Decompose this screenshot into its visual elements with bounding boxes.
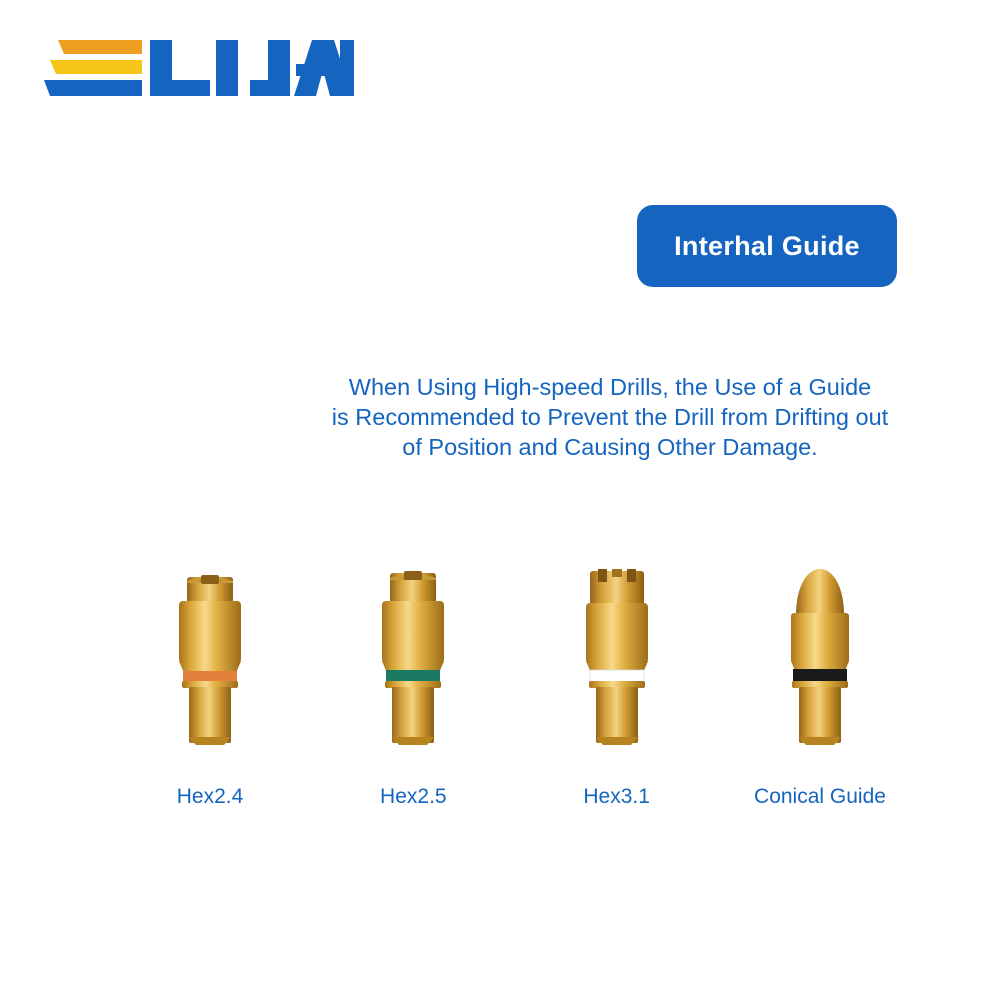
elijah-logo-icon <box>44 34 354 104</box>
list-item <box>323 565 503 809</box>
product-label: Hex2.5 <box>380 785 447 808</box>
badge-label: Interhal Guide <box>674 230 860 261</box>
list-item <box>527 565 707 809</box>
product-label: Hex3.1 <box>583 785 650 808</box>
product-image-hex31 <box>557 565 677 765</box>
brand-logo <box>44 34 354 100</box>
product-image-hex24 <box>150 565 270 765</box>
description-line-2: is Recommended to Prevent the Drill from Drifting out <box>331 404 889 430</box>
status-badge <box>637 205 897 287</box>
trademark-symbol: ® <box>330 61 343 80</box>
description-text <box>300 372 920 462</box>
product-label: Conical Guide <box>754 785 886 808</box>
dental-guide-pin-icon <box>557 565 677 765</box>
list-item <box>120 565 300 809</box>
list-item <box>730 565 910 809</box>
dental-guide-pin-icon <box>353 565 473 765</box>
product-list <box>120 565 910 835</box>
dental-conical-guide-icon <box>760 565 880 765</box>
description-line-3: of Position and Causing Other Damage. <box>402 434 818 460</box>
product-image-hex25 <box>353 565 473 765</box>
product-label: Hex2.4 <box>176 785 244 808</box>
dental-guide-pin-icon <box>150 565 270 765</box>
description-line-1: When Using High-speed Drills, the Use of a Guide <box>348 374 872 400</box>
product-image-conical <box>760 565 880 765</box>
